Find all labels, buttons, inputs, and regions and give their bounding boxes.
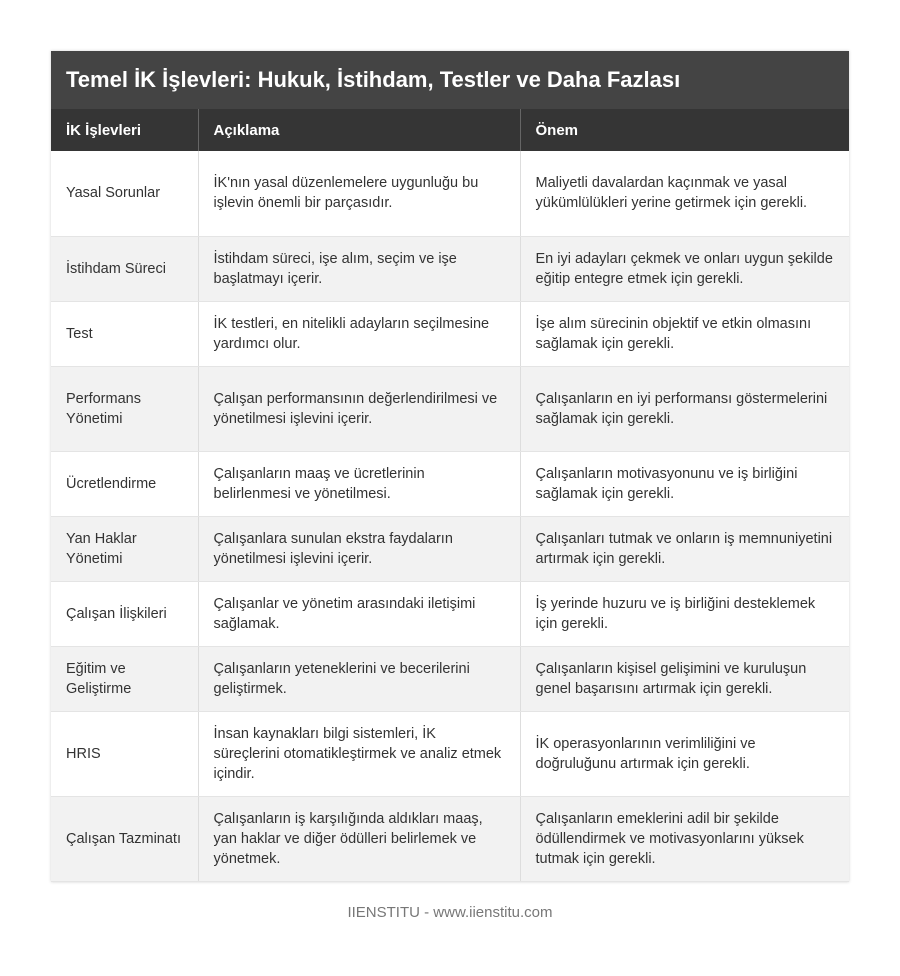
- cell-function: Yasal Sorunlar: [51, 151, 198, 236]
- table-row: [51, 151, 849, 236]
- cell-description: İstihdam süreci, işe alım, seçim ve işe başlatmayı içerir.: [198, 236, 520, 301]
- cell-function: İstihdam Süreci: [51, 236, 198, 301]
- cell-function: Çalışan İlişkileri: [51, 581, 198, 646]
- table-row: [51, 366, 849, 451]
- table-row: [51, 581, 849, 646]
- cell-importance: Maliyetli davalardan kaçınmak ve yasal yükümlülükleri yerine getirmek için gerekli.: [520, 151, 849, 236]
- table-card: [51, 51, 849, 882]
- table-row: [51, 796, 849, 881]
- cell-importance: En iyi adayları çekmek ve onları uygun şekilde eğitip entegre etmek için gerekli.: [520, 236, 849, 301]
- table-row: [51, 236, 849, 301]
- table-row: [51, 711, 849, 796]
- column-header-description: Açıklama: [198, 109, 520, 151]
- table-title: Temel İK İşlevleri: Hukuk, İstihdam, Testler ve Daha Fazlası: [51, 51, 849, 109]
- cell-importance: Çalışanların en iyi performansı göstermelerini sağlamak için gerekli.: [520, 366, 849, 451]
- cell-function: Performans Yönetimi: [51, 366, 198, 451]
- cell-description: İK'nın yasal düzenlemelere uygunluğu bu işlevin önemli bir parçasıdır.: [198, 151, 520, 236]
- cell-importance: İşe alım sürecinin objektif ve etkin olmasını sağlamak için gerekli.: [520, 301, 849, 366]
- cell-importance: Çalışanları tutmak ve onların iş memnuniyetini artırmak için gerekli.: [520, 516, 849, 581]
- footer-credit: IIENSTITU - www.iienstitu.com: [347, 904, 553, 921]
- hr-functions-table: [51, 109, 849, 882]
- cell-importance: İş yerinde huzuru ve iş birliğini desteklemek için gerekli.: [520, 581, 849, 646]
- column-header-importance: Önem: [520, 109, 849, 151]
- cell-function: Ücretlendirme: [51, 451, 198, 516]
- cell-description: İK testleri, en nitelikli adayların seçilmesine yardımcı olur.: [198, 301, 520, 366]
- cell-description: İnsan kaynakları bilgi sistemleri, İK süreçlerini otomatikleştirmek ve analiz etmek içindir.: [198, 711, 520, 796]
- cell-function: Yan Haklar Yönetimi: [51, 516, 198, 581]
- cell-description: Çalışanlara sunulan ekstra faydaların yönetilmesi işlevini içerir.: [198, 516, 520, 581]
- cell-description: Çalışanların iş karşılığında aldıkları maaş, yan haklar ve diğer ödülleri belirlemek ve yönetmek.: [198, 796, 520, 881]
- cell-importance: Çalışanların kişisel gelişimini ve kuruluşun genel başarısını artırmak için gerekli.: [520, 646, 849, 711]
- column-header-function: İK İşlevleri: [51, 109, 198, 151]
- cell-function: HRIS: [51, 711, 198, 796]
- cell-function: Test: [51, 301, 198, 366]
- cell-description: Çalışan performansının değerlendirilmesi ve yönetilmesi işlevini içerir.: [198, 366, 520, 451]
- cell-function: Eğitim ve Geliştirme: [51, 646, 198, 711]
- cell-importance: Çalışanların motivasyonunu ve iş birliğini sağlamak için gerekli.: [520, 451, 849, 516]
- cell-function: Çalışan Tazminatı: [51, 796, 198, 881]
- cell-description: Çalışanlar ve yönetim arasındaki iletişimi sağlamak.: [198, 581, 520, 646]
- cell-importance: Çalışanların emeklerini adil bir şekilde ödüllendirmek ve motivasyonlarını yüksek tutmak için gerekli.: [520, 796, 849, 881]
- table-row: [51, 451, 849, 516]
- cell-description: Çalışanların maaş ve ücretlerinin belirlenmesi ve yönetilmesi.: [198, 451, 520, 516]
- table-row: [51, 646, 849, 711]
- header-row: [51, 109, 849, 151]
- table-row: [51, 301, 849, 366]
- cell-description: Çalışanların yeteneklerini ve becerilerini geliştirmek.: [198, 646, 520, 711]
- table-row: [51, 516, 849, 581]
- cell-importance: İK operasyonlarının verimliliğini ve doğruluğunu artırmak için gerekli.: [520, 711, 849, 796]
